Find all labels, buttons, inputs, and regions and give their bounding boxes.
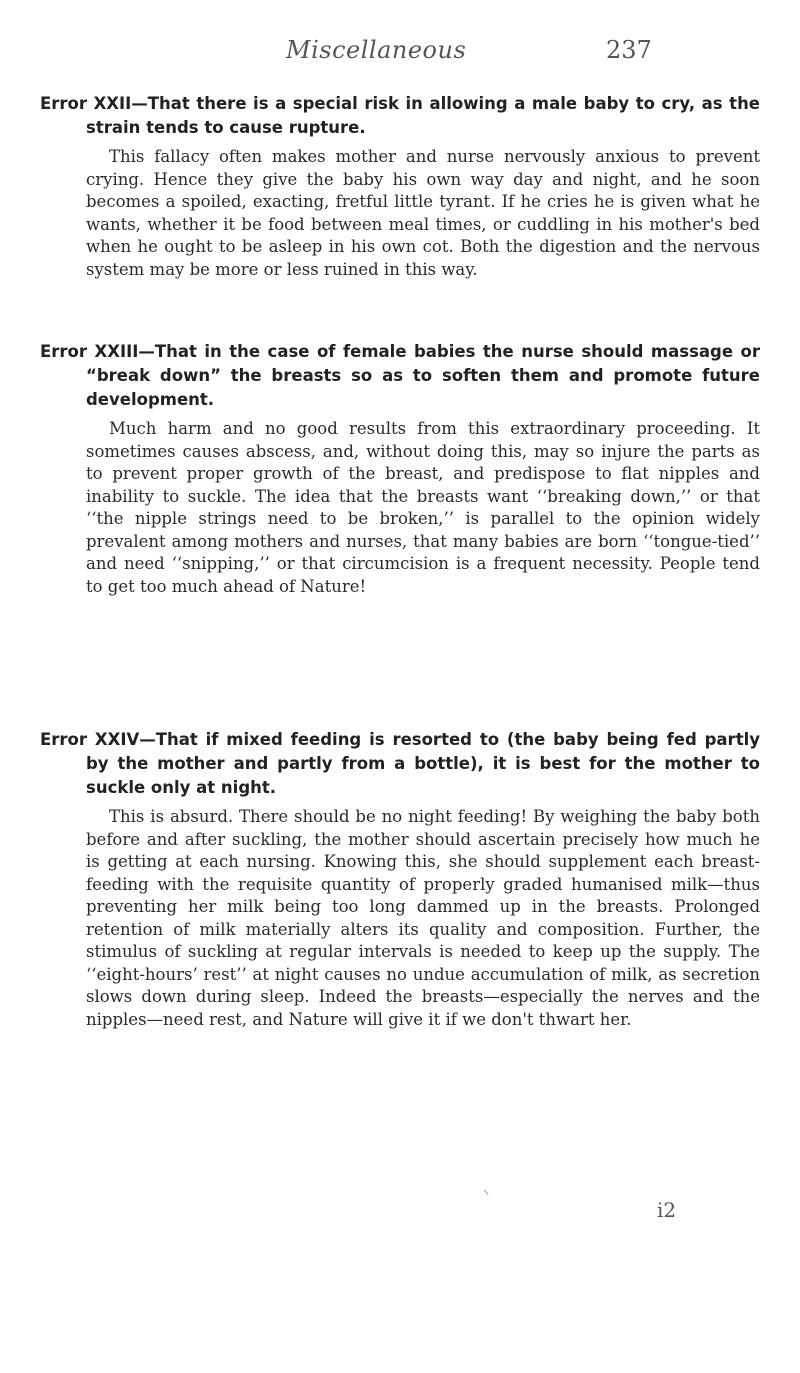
error-xxiv-heading: Error XXIV—That if mixed feeding is resorted to (the baby being fed partly by the mother and partly from a bottle), it is best for the mother to suckle only at night. bbox=[40, 730, 760, 797]
error-xxiv-body: This is absurd. There should be no night feeding! By weighing the baby both before and after suckling, the mother should ascertain precisely how much he is getting at each nursing. Knowing this, she should supplement each breast-feeding with the requisite quantity of properly graded humanised milk—thus preventing her milk being too long dammed up in the breasts. Prolonged retention of milk materially alters its quality and composition. Further, the stimulus of suckling at regular intervals is needed to keep up the supply. The ‘‘eight-hours’ rest’’ at night causes no undue accumulation of milk, as secretion slows down during sleep. Indeed the breasts—especially the nerves and the nipples—need rest, and Nature will give it if we don't thwart her. bbox=[86, 807, 760, 1029]
signature-mark: i2 bbox=[657, 1198, 677, 1222]
error-xxii-section bbox=[40, 92, 760, 281]
error-xxiii-body: Much harm and no good results from this extraordinary proceeding. It sometimes causes abscess, and, without doing this, may so injure the parts as to prevent proper growth of the breast, and predispose to flat nipples and inability to suckle. The idea that the breasts want ‘‘breaking down,’’ or that ‘‘the nipple strings need to be broken,’’ is parallel to the opinion widely prevalent among mothers and nurses, that many babies are born ‘‘tongue-tied’’ and need ‘‘snipping,’’ or that circumcision is a frequent necessity. People tend to get too much ahead of Nature! bbox=[86, 419, 760, 596]
error-xxiii-section bbox=[40, 340, 760, 598]
stray-mark bbox=[484, 1185, 494, 1195]
page-number: 237 bbox=[606, 36, 652, 64]
running-head bbox=[0, 34, 800, 74]
running-title: Miscellaneous bbox=[286, 36, 467, 64]
error-xxiv-section bbox=[40, 728, 760, 1031]
error-xxii-body: This fallacy often makes mother and nurse nervously anxious to prevent crying. Hence they give the baby his own way day and night, and he soon becomes a spoiled, exacting, fretful little tyrant. If he cries he is given what he wants, whether it be food between meal times, or cuddling in his mother's bed when he ought to be asleep in his own cot. Both the digestion and the nervous system may be more or less ruined in this way. bbox=[86, 147, 760, 279]
error-xxii-heading: Error XXII—That there is a special risk in allowing a male baby to cry, as the strain tends to cause rupture. bbox=[40, 94, 760, 137]
error-xxiii-heading: Error XXIII—That in the case of female babies the nurse should massage or “break down” the breasts so as to soften them and promote future development. bbox=[40, 342, 760, 409]
